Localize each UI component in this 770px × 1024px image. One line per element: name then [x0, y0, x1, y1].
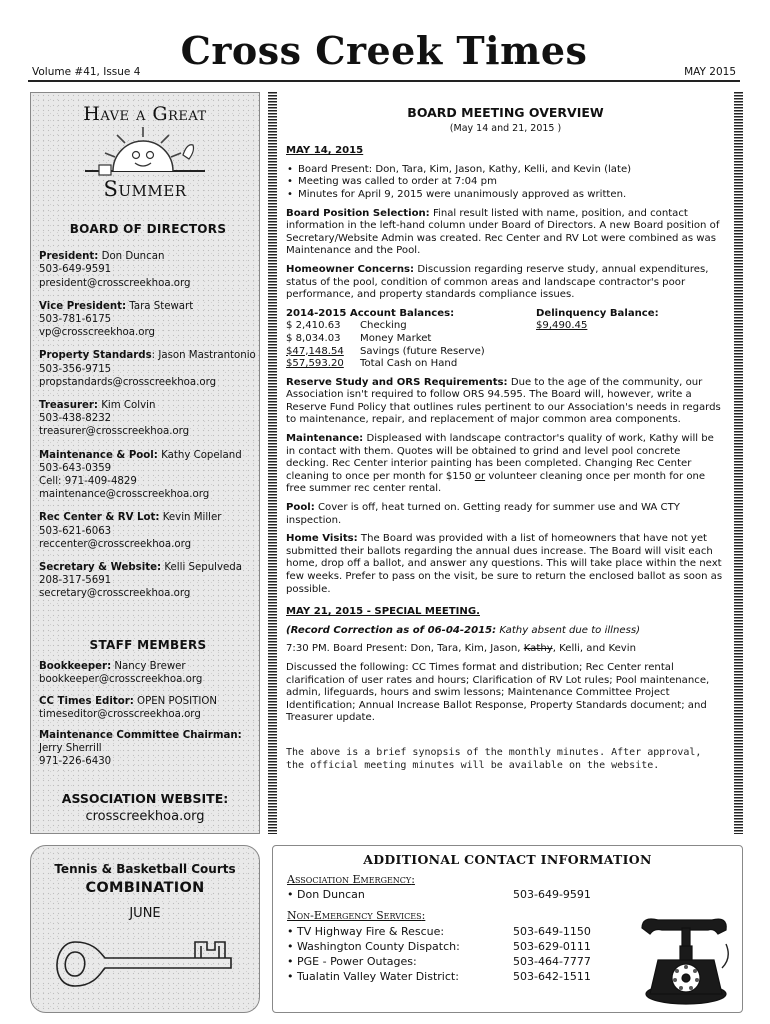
director-phone: 503-781-6175	[39, 314, 112, 326]
meeting-content	[286, 106, 725, 772]
correction-text: Kathy absent due to illness)	[496, 624, 641, 636]
masthead	[28, 28, 740, 84]
synopsis-note: The above is a brief synopsis of the monthly minutes. After approval, the official meeting minutes will be available on the website.	[286, 746, 702, 771]
telephone-icon	[636, 898, 732, 1008]
staff-email[interactable]: bookkeeper@crosscreekhoa.org	[39, 674, 203, 686]
director-name: : Jason Mastrantonio	[151, 350, 256, 362]
balance-label: Savings (future Reserve)	[360, 345, 485, 357]
director-email[interactable]: treasurer@crosscreekhoa.org	[39, 426, 190, 438]
director-name: Kevin Miller	[162, 512, 222, 524]
courts-title: Tennis & Basketball Courts	[54, 862, 236, 876]
paragraph-emphasis: or	[474, 470, 486, 482]
director-name: Don Duncan	[101, 251, 165, 263]
director-entry	[39, 449, 257, 502]
left-border	[268, 92, 277, 834]
director-name: Kathy Copeland	[161, 449, 242, 461]
staff-members	[39, 639, 257, 769]
director-role: Property Standards	[39, 350, 152, 362]
court-combination-box	[30, 845, 260, 1013]
nonemergency-heading: Non-Emergency Services:	[287, 909, 426, 923]
paragraph-text: Cover is off, heat turned on. Getting ready for summer use and WA CTY inspection.	[286, 502, 680, 526]
combination-month: JUNE	[129, 906, 161, 921]
key-icon	[45, 932, 245, 996]
contact-phone[interactable]: 503-629-0111	[513, 939, 591, 953]
list-item: • Board Present: Don, Tara, Kim, Jason, Kathy, Kelli, and Kevin (late)	[286, 164, 725, 177]
director-role: Secretary & Website:	[39, 562, 162, 574]
summer-banner	[39, 99, 251, 209]
staff-entry	[39, 729, 257, 769]
staff-name: OPEN POSITION	[137, 695, 218, 707]
director-email[interactable]: president@crosscreekhoa.org	[39, 277, 191, 289]
director-role: Vice President:	[39, 300, 127, 312]
sun-icon	[85, 125, 205, 181]
director-email[interactable]: secretary@crosscreekhoa.org	[39, 588, 191, 600]
director-role: Maintenance & Pool:	[39, 449, 158, 461]
paragraph-text: The Board was provided with a list of homeowners that have not yet submitted their ballots regarding the annual dues increase. The Board will visit each home, drop off a ballot, and answer any questions. This will take place within the next few weeks. Prefer to pass on the visit, be sure to return the enclosed ballot as soon as possible.	[286, 533, 723, 595]
directors-heading: BOARD OF DIRECTORS	[69, 222, 227, 236]
paragraph-label: Home Visits:	[286, 533, 358, 545]
issue-date: MAY 2015	[684, 66, 736, 78]
staff-entry	[39, 695, 257, 721]
contact-list	[287, 868, 617, 984]
director-entry	[39, 250, 257, 290]
director-entry	[39, 300, 257, 340]
contact-phone[interactable]: 503-649-1150	[513, 924, 591, 938]
special-meeting-present	[286, 643, 725, 656]
homeowner-paragraph	[286, 264, 725, 302]
combination-label: COMBINATION	[85, 880, 205, 896]
director-phone: 503-621-6063	[39, 525, 112, 537]
balance-amount: $ 2,410.63	[286, 320, 341, 332]
contact-row	[287, 939, 617, 954]
balance-amount: $47,148.54	[286, 345, 344, 357]
director-role: Treasurer:	[39, 400, 98, 412]
pool-paragraph	[286, 502, 725, 527]
account-balances	[286, 308, 725, 371]
balance-amount: $57,593.20	[286, 358, 344, 370]
staff-role: Maintenance Committee Chairman:	[39, 730, 242, 742]
director-phone: 503-649-9591	[39, 264, 112, 276]
contact-name: • Tualatin Valley Water District:	[287, 970, 459, 984]
home-visits-paragraph	[286, 533, 725, 596]
contact-phone[interactable]: 503-642-1511	[513, 970, 591, 984]
website-heading: ASSOCIATION WEBSITE:	[61, 791, 229, 806]
director-entry	[39, 399, 257, 439]
contact-name: • PGE - Power Outages:	[287, 955, 417, 969]
paragraph-label: Board Position Selection:	[286, 207, 430, 219]
board-of-directors	[39, 223, 257, 601]
staff-entry	[39, 660, 257, 686]
director-entry	[39, 349, 257, 389]
director-phone: 503-438-8232	[39, 413, 112, 425]
director-email[interactable]: maintenance@crosscreekhoa.org	[39, 489, 210, 501]
additional-contact-info	[272, 845, 743, 1013]
paragraph-text: 7:30 PM. Board Present: Don, Tara, Kim, Jason,	[286, 643, 524, 655]
director-cell: Cell: 971-409-4829	[39, 476, 137, 488]
staff-name: Nancy Brewer	[114, 661, 186, 673]
contact-phone[interactable]: 503-464-7777	[513, 955, 591, 969]
delinquency-value: $9,490.45	[536, 320, 588, 332]
balance-label: Money Market	[360, 332, 432, 344]
correction-label: (Record Correction as of 06-04-2015:	[286, 624, 497, 636]
contact-title: ADDITIONAL CONTACT INFORMATION	[363, 852, 652, 867]
contact-name: • Washington County Dispatch:	[287, 939, 460, 953]
paragraph-label: Pool:	[286, 502, 315, 514]
contact-row	[287, 924, 617, 939]
director-entry	[39, 561, 257, 601]
meeting-date-heading: MAY 21, 2015 - SPECIAL MEETING.	[286, 606, 480, 618]
website-link[interactable]: crosscreekhoa.org	[85, 809, 205, 824]
director-phone: 503-356-9715	[39, 363, 112, 375]
director-email[interactable]: reccenter@crosscreekhoa.org	[39, 538, 192, 550]
emergency-heading: Association Emergency:	[287, 873, 415, 886]
paragraph-label: Homeowner Concerns:	[286, 263, 415, 275]
balance-amount: $ 8,034.03	[286, 332, 341, 344]
paragraph-label: Reserve Study and ORS Requirements:	[286, 376, 508, 388]
masthead-rule	[28, 80, 740, 82]
staff-phone: 971-226-6430	[39, 756, 112, 768]
left-sidebar	[30, 92, 260, 834]
staff-name: Jerry Sherrill	[39, 743, 102, 755]
contact-row	[287, 954, 617, 969]
meeting-date-heading: MAY 14, 2015	[286, 145, 364, 157]
discussed-paragraph: Discussed the following: CC Times format and distribution; Rec Center rental clarification of user rates and hours; Clarification of RV Lot rules; Pool maintenance, admin, lifeguards, hours and swim lessons; Maintenance Committee Project Identification; Annual Increase Ballot Response, Property Standards document; and Treasurer update.	[286, 661, 710, 724]
contact-row	[287, 969, 617, 984]
staff-heading: STAFF MEMBERS	[89, 638, 207, 652]
contact-phone[interactable]: 503-649-9591	[513, 888, 591, 902]
director-email[interactable]: vp@crosscreekhoa.org	[39, 327, 155, 339]
list-item: • Minutes for April 9, 2015 were unanimously approved as written.	[286, 189, 725, 202]
association-website	[31, 791, 259, 824]
director-phone: 503-643-0359	[39, 462, 112, 474]
delinquency-heading: Delinquency Balance:	[536, 307, 659, 319]
paragraph-text: Displeased with landscape contractor's quality of work, Kathy will be in contact with them. Quotes will be obtained to grind and level pool concrete decking. Rec Center interior painting has been completed. Changing Rec Center cleaning to once per month for $150	[286, 433, 714, 482]
contact-name: • Don Duncan	[287, 888, 365, 902]
staff-role: CC Times Editor:	[39, 695, 134, 707]
director-name: Tara Stewart	[129, 300, 194, 312]
paragraph-text: Final result listed with name, position, and contact information in the left-hand column under Board of Directors. A new Board position of Secretary/Website Admin was created. Rec Center and RV Lot were combined as was Maintenance and the Pool.	[286, 207, 720, 257]
section-title: BOARD MEETING OVERVIEW	[407, 105, 604, 120]
reserve-paragraph	[286, 377, 725, 427]
balances-heading: 2014-2015 Account Balances:	[286, 307, 455, 319]
staff-email[interactable]: timeseditor@crosscreekhoa.org	[39, 708, 201, 720]
banner-line2: Summer	[103, 177, 187, 201]
volume-issue: Volume #41, Issue 4	[32, 66, 141, 78]
banner-line1: Have a Great	[83, 103, 207, 125]
paragraph-text: , Kelli, and Kevin	[552, 643, 636, 655]
record-correction	[286, 625, 725, 638]
newsletter-title: Cross Creek Times	[180, 28, 588, 73]
delinquency-balance	[536, 308, 659, 333]
director-role: President:	[39, 251, 99, 263]
director-entry	[39, 511, 257, 551]
director-role: Rec Center & RV Lot:	[39, 512, 160, 524]
list-item: • Meeting was called to order at 7:04 pm	[286, 176, 725, 189]
director-name: Kim Colvin	[101, 400, 156, 412]
board-meeting-overview	[268, 92, 743, 834]
section-subtitle: (May 14 and 21, 2015 )	[449, 122, 562, 134]
paragraph-text: Due to the age of the community, our Association isn't required to follow ORS 94.595. The Board will, however, write a Reserve Fund Policy that outlines rules pertinent to our Association's needs in regards to maintenance, repair, and replacement of major common area components.	[286, 376, 721, 426]
paragraph-text: Discussion regarding reserve study, annual expenditures, status of the pool, condition of common areas and landscape contractor's poor performance, and property standards compliance issues.	[286, 263, 709, 301]
balance-label: Total Cash on Hand	[360, 358, 458, 370]
director-phone: 208-317-5691	[39, 575, 112, 587]
contact-name: • TV Highway Fire & Rescue:	[287, 924, 445, 938]
meeting-bullets	[286, 164, 725, 202]
struck-name: Kathy	[523, 643, 553, 655]
balance-label: Checking	[360, 320, 407, 332]
position-paragraph	[286, 208, 725, 258]
contact-row	[287, 887, 617, 902]
maintenance-paragraph	[286, 433, 725, 496]
director-email[interactable]: propstandards@crosscreekhoa.org	[39, 376, 217, 388]
director-name: Kelli Sepulveda	[164, 562, 243, 574]
right-border	[734, 92, 743, 834]
staff-role: Bookkeeper:	[39, 661, 112, 673]
paragraph-label: Maintenance:	[286, 433, 364, 445]
paragraph-text: volunteer cleaning once per month for one free summer rec center rental.	[286, 470, 706, 495]
